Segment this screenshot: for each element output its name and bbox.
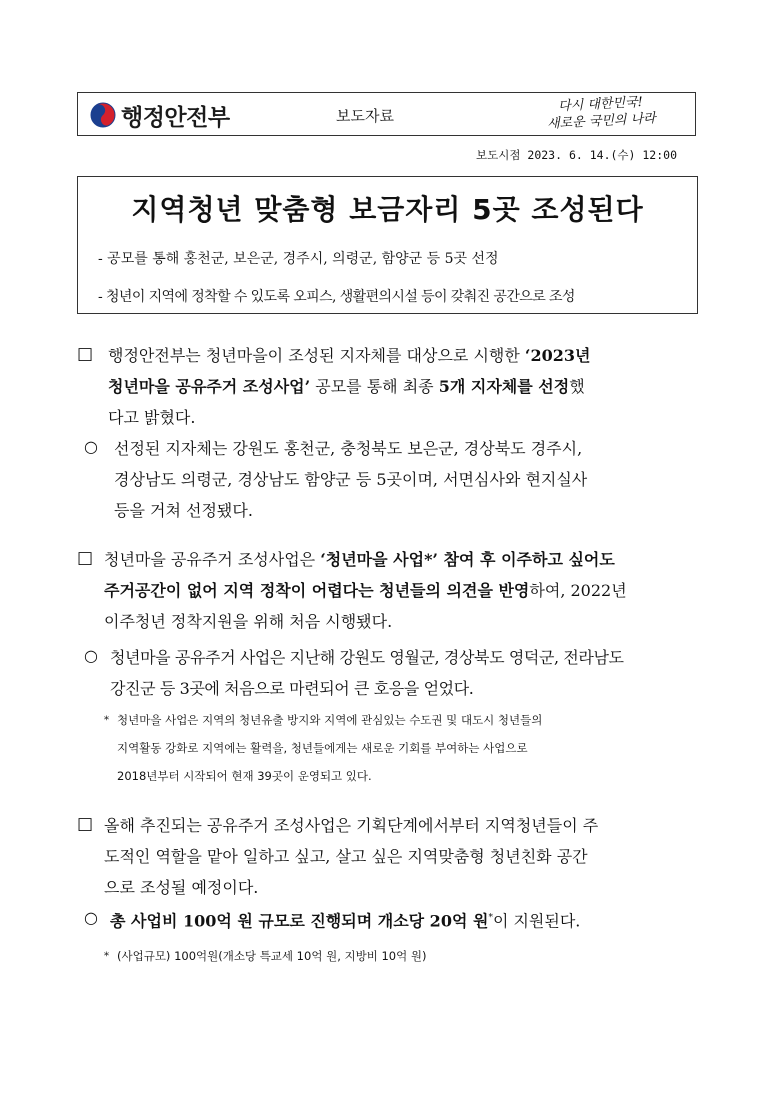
p2a-line-2: 강진군 등 3곳에 처음으로 마련되어 큰 호응을 얻었다. <box>110 679 474 698</box>
subtitle-2: - 청년이 지역에 정착할 수 있도록 오피스, 생활편의시설 등이 갖춰진 공간으로 조성 <box>98 289 575 305</box>
p3-line-2: 도적인 역할을 맡아 일하고 싶고, 살고 싶은 지역맞춤형 청년친화 공간 <box>104 847 588 866</box>
title-box <box>77 176 698 314</box>
note1-line-1: 청년마을 사업은 지역의 청년유출 방지와 지역에 관심있는 수도권 및 대도시 청년들의 <box>117 713 543 727</box>
paragraph-1 <box>108 340 590 433</box>
slogan-line-1: 다시 대한민국! <box>557 94 644 115</box>
paragraph-1-sub <box>114 433 587 526</box>
p2a-line-1: 청년마을 공유주거 사업은 지난해 강원도 영월군, 경상북도 영덕군, 전라남도 <box>110 648 624 667</box>
p3-line-1: 올해 추진되는 공유주거 조성사업은 기획단계에서부터 지역청년들이 주 <box>104 816 599 835</box>
asterisk-marker: * <box>104 715 109 726</box>
p2-line-1: 청년마을 공유주거 조성사업은 ‘청년마을 사업*’ 참여 후 이주하고 싶어도 <box>104 550 615 569</box>
paragraph-2-sub <box>110 642 624 704</box>
header-box <box>77 92 696 136</box>
paragraph-2 <box>104 544 627 637</box>
press-release-label: 보도자료 <box>336 107 394 125</box>
footnote-1 <box>117 706 542 790</box>
note1-line-2: 지역활동 강화로 지역에는 활력을, 청년들에게는 새로운 기회를 부여하는 사업으로 <box>117 741 528 755</box>
p1-line-3: 다고 밝혔다. <box>108 408 196 427</box>
note1-line-3: 2018년부터 시작되어 현재 39곳이 운영되고 있다. <box>117 769 372 783</box>
p1a-line-3: 등을 거쳐 선정됐다. <box>114 501 253 520</box>
paragraph-3 <box>104 810 598 903</box>
square-bullet: □ <box>77 344 94 364</box>
square-bullet: □ <box>77 548 94 568</box>
slogan <box>530 92 672 133</box>
ministry-logo <box>90 99 230 131</box>
asterisk-marker: * <box>104 951 109 962</box>
taegeuk-emblem-icon <box>90 102 116 128</box>
p1-line-1: 행정안전부는 청년마을이 조성된 지자체를 대상으로 시행한 ‘2023년 <box>108 346 591 365</box>
subtitle-1: - 공모를 통해 홍천군, 보은군, 경주시, 의령군, 함양군 등 5곳 선정 <box>98 251 499 267</box>
p2-line-3: 이주청년 정착지원을 위해 처음 시행됐다. <box>104 612 393 631</box>
p3a-line-1: 총 사업비 100억 원 규모로 진행되며 개소당 20억 원*이 지원된다. <box>110 911 581 931</box>
p2-line-2: 주거공간이 없어 지역 정착이 어렵다는 청년들의 의견을 반영하여, 2022년 <box>104 581 627 600</box>
note2-line-1: (사업규모) 100억원(개소당 특교세 10억 원, 지방비 10억 원) <box>117 949 427 963</box>
p1a-line-1: 선정된 지자체는 강원도 홍천군, 충청북도 보은군, 경상북도 경주시, <box>114 439 583 458</box>
p1a-line-2: 경상남도 의령군, 경상남도 함양군 등 5곳이며, 서면심사와 현지실사 <box>114 470 588 489</box>
circle-bullet: ○ <box>84 646 98 665</box>
paragraph-3-sub <box>110 903 580 936</box>
release-time: 보도시점 2023. 6. 14.(수) 12:00 <box>476 148 677 162</box>
p1-line-2: 청년마을 공유주거 조성사업’ 공모를 통해 최종 5개 지자체를 선정했 <box>108 377 585 396</box>
slogan-line-2: 새로운 국민의 나라 <box>546 111 657 132</box>
square-bullet: □ <box>77 814 94 834</box>
logo-text: 행정안전부 <box>121 104 230 131</box>
footnote-2 <box>117 942 426 970</box>
main-title: 지역청년 맞춤형 보금자리 5곳 조성된다 <box>131 193 644 226</box>
circle-bullet: ○ <box>84 437 98 456</box>
p3-line-3: 으로 조성될 예정이다. <box>104 878 259 897</box>
circle-bullet: ○ <box>84 908 98 927</box>
